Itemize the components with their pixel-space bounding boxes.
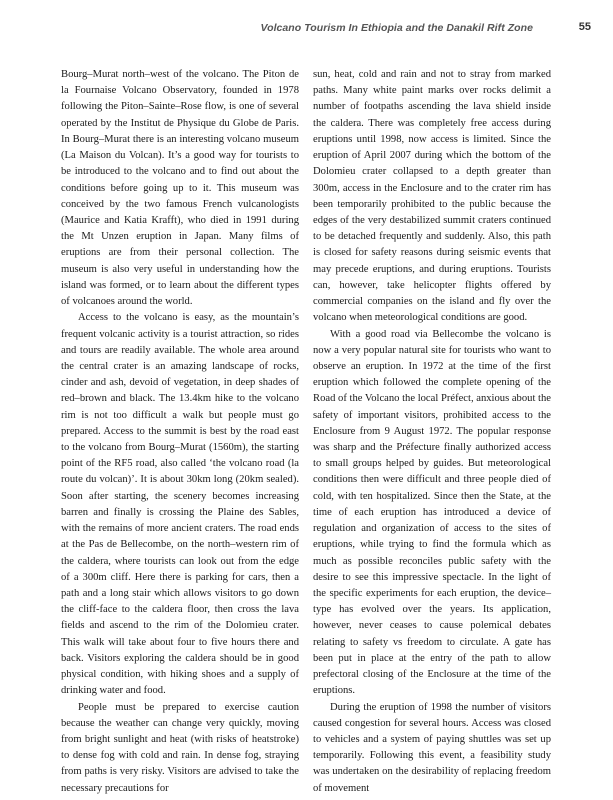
paragraph: sun, heat, cold and rain and not to stray from marked paths. Many white paint marks over rocks delimit a number of footpaths ascending the lava shield inside the caldera. There was completely free access during eruptions until 1998, now access is limited. Since the eruption of April 2007 during which the bottom of the Dolomieu crater collapsed to a depth greater than 300m, access in the Enclosure and to the crater rim has been temporarily prohibited to the public because the edges of the very destabilized summit craters continued to be detached frequently and suddenly. Also, this path is closed for safety reasons during seismic events that may precede eruptions, and during eruptions. Tourists can, however, take helicopter flights offered by commercial companies on the island and fly over the volcano when meteorological conditions are good.: [313, 69, 551, 324]
right-column: [313, 67, 551, 797]
left-column: [61, 67, 299, 797]
paragraph: With a good road via Bellecombe the volcano is now a very popular natural site for tourists who want to observe an eruption. In 1972 at the time of the first eruption which followed the complete opening of the Road of the Volcano the local Préfect, anxious about the safety of important visitors, prohibited access to the Enclosure from 9 August 1972. The popular response was sharp and the Préfecture finally authorized access to small groups helped by guides. But meteorological conditions then were difficult and three people died of cold, with ten hospitalized. Since then the State, at the time of each eruption has introduced a device of regulation and organization of access to the sites of eruptions, while trying to find the formula which as much as possible reconciles public safety with the desire to see this impressive spectacle. In the light of the specific experiments for each eruption, the device–type has evolved over the years. Its application, however, never ceases to cause polemical debates relating to safety vs freedom to circulate. A gate has been put in place at the entry of the path to allow prefectoral closing of the Enclosure at the time of the eruptions.: [313, 328, 551, 697]
page-header: [0, 0, 613, 46]
paragraph: Bourg–Murat north–west of the volcano. The Piton de la Fournaise Volcano Observatory, founded in 1978 following the Piton–Sainte–Rose flow, is one of several operated by the Institut de Physique du Globe de Paris. In Bourg–Murat there is an interesting volcano museum (La Maison du Volcan). It’s a good way for tourists to be introduced to the volcano and to find out about the conditions before going up to it. This museum was conceived by the two famous French vulcanologists (Maurice and Katia Krafft), who died in 1991 during the Mt Unzen eruption in Japan. Many films of eruptions are from their personal collection. The museum is also very useful in understanding how the island was formed, or to learn about the different types of volcanoes around the world.: [61, 69, 299, 308]
paragraph: People must be prepared to exercise caution because the weather can change very quickly, moving from bright sunlight and heat (with risks of heatstroke) to dense fog with cold and rain. In dense fog, straying from paths is very risky. Visitors are advised to take the necessary precautions for: [61, 701, 299, 794]
paragraph: During the eruption of 1998 the number of visitors caused congestion for several hours. Access was closed to vehicles and a system of paying shuttles was set up temporarily. Following this event, a feasibility study was undertaken on the desirability of replacing freedom of movement: [313, 701, 551, 794]
page-number: 55: [578, 21, 591, 33]
paragraph: Access to the volcano is easy, as the mountain’s frequent volcanic activity is a tourist attraction, so rides and tours are readily available. The whole area around the central crater is an amazing landscape of rocks, cinder and ash, devoid of vegetation, in deep shades of red–brown and black. The 13.4km hike to the volcano rim is not too difficult a walk but people must go prepared. Access to the summit is best by the road east to the volcano from Bourg–Murat (1560m), the starting point of the RF5 road, also called ‘the volcano road (la route du volcan)’. It is about 30km long (20km sealed). Soon after starting, the scenery becomes increasing barren and finally is crossing the Plaine des Sables, with the remains of more ancient craters. The road ends at the Pas de Bellecombe, on the north–western rim of the caldera, where tourists can look out from the edge of a 300m cliff. Here there is parking for cars, then a path and a long stair which allows visitors to go down the cliff-face to the caldera floor, then cross the lava fields and ascend to the rim of the Dolomieu crater. This walk will take about four to five hours there and back. Visitors exploring the caldera should be in good physical condition, with hiking shoes and a supply of drinking water and food.: [61, 312, 299, 697]
running-title: Volcano Tourism In Ethiopia and the Danakil Rift Zone: [260, 22, 533, 34]
